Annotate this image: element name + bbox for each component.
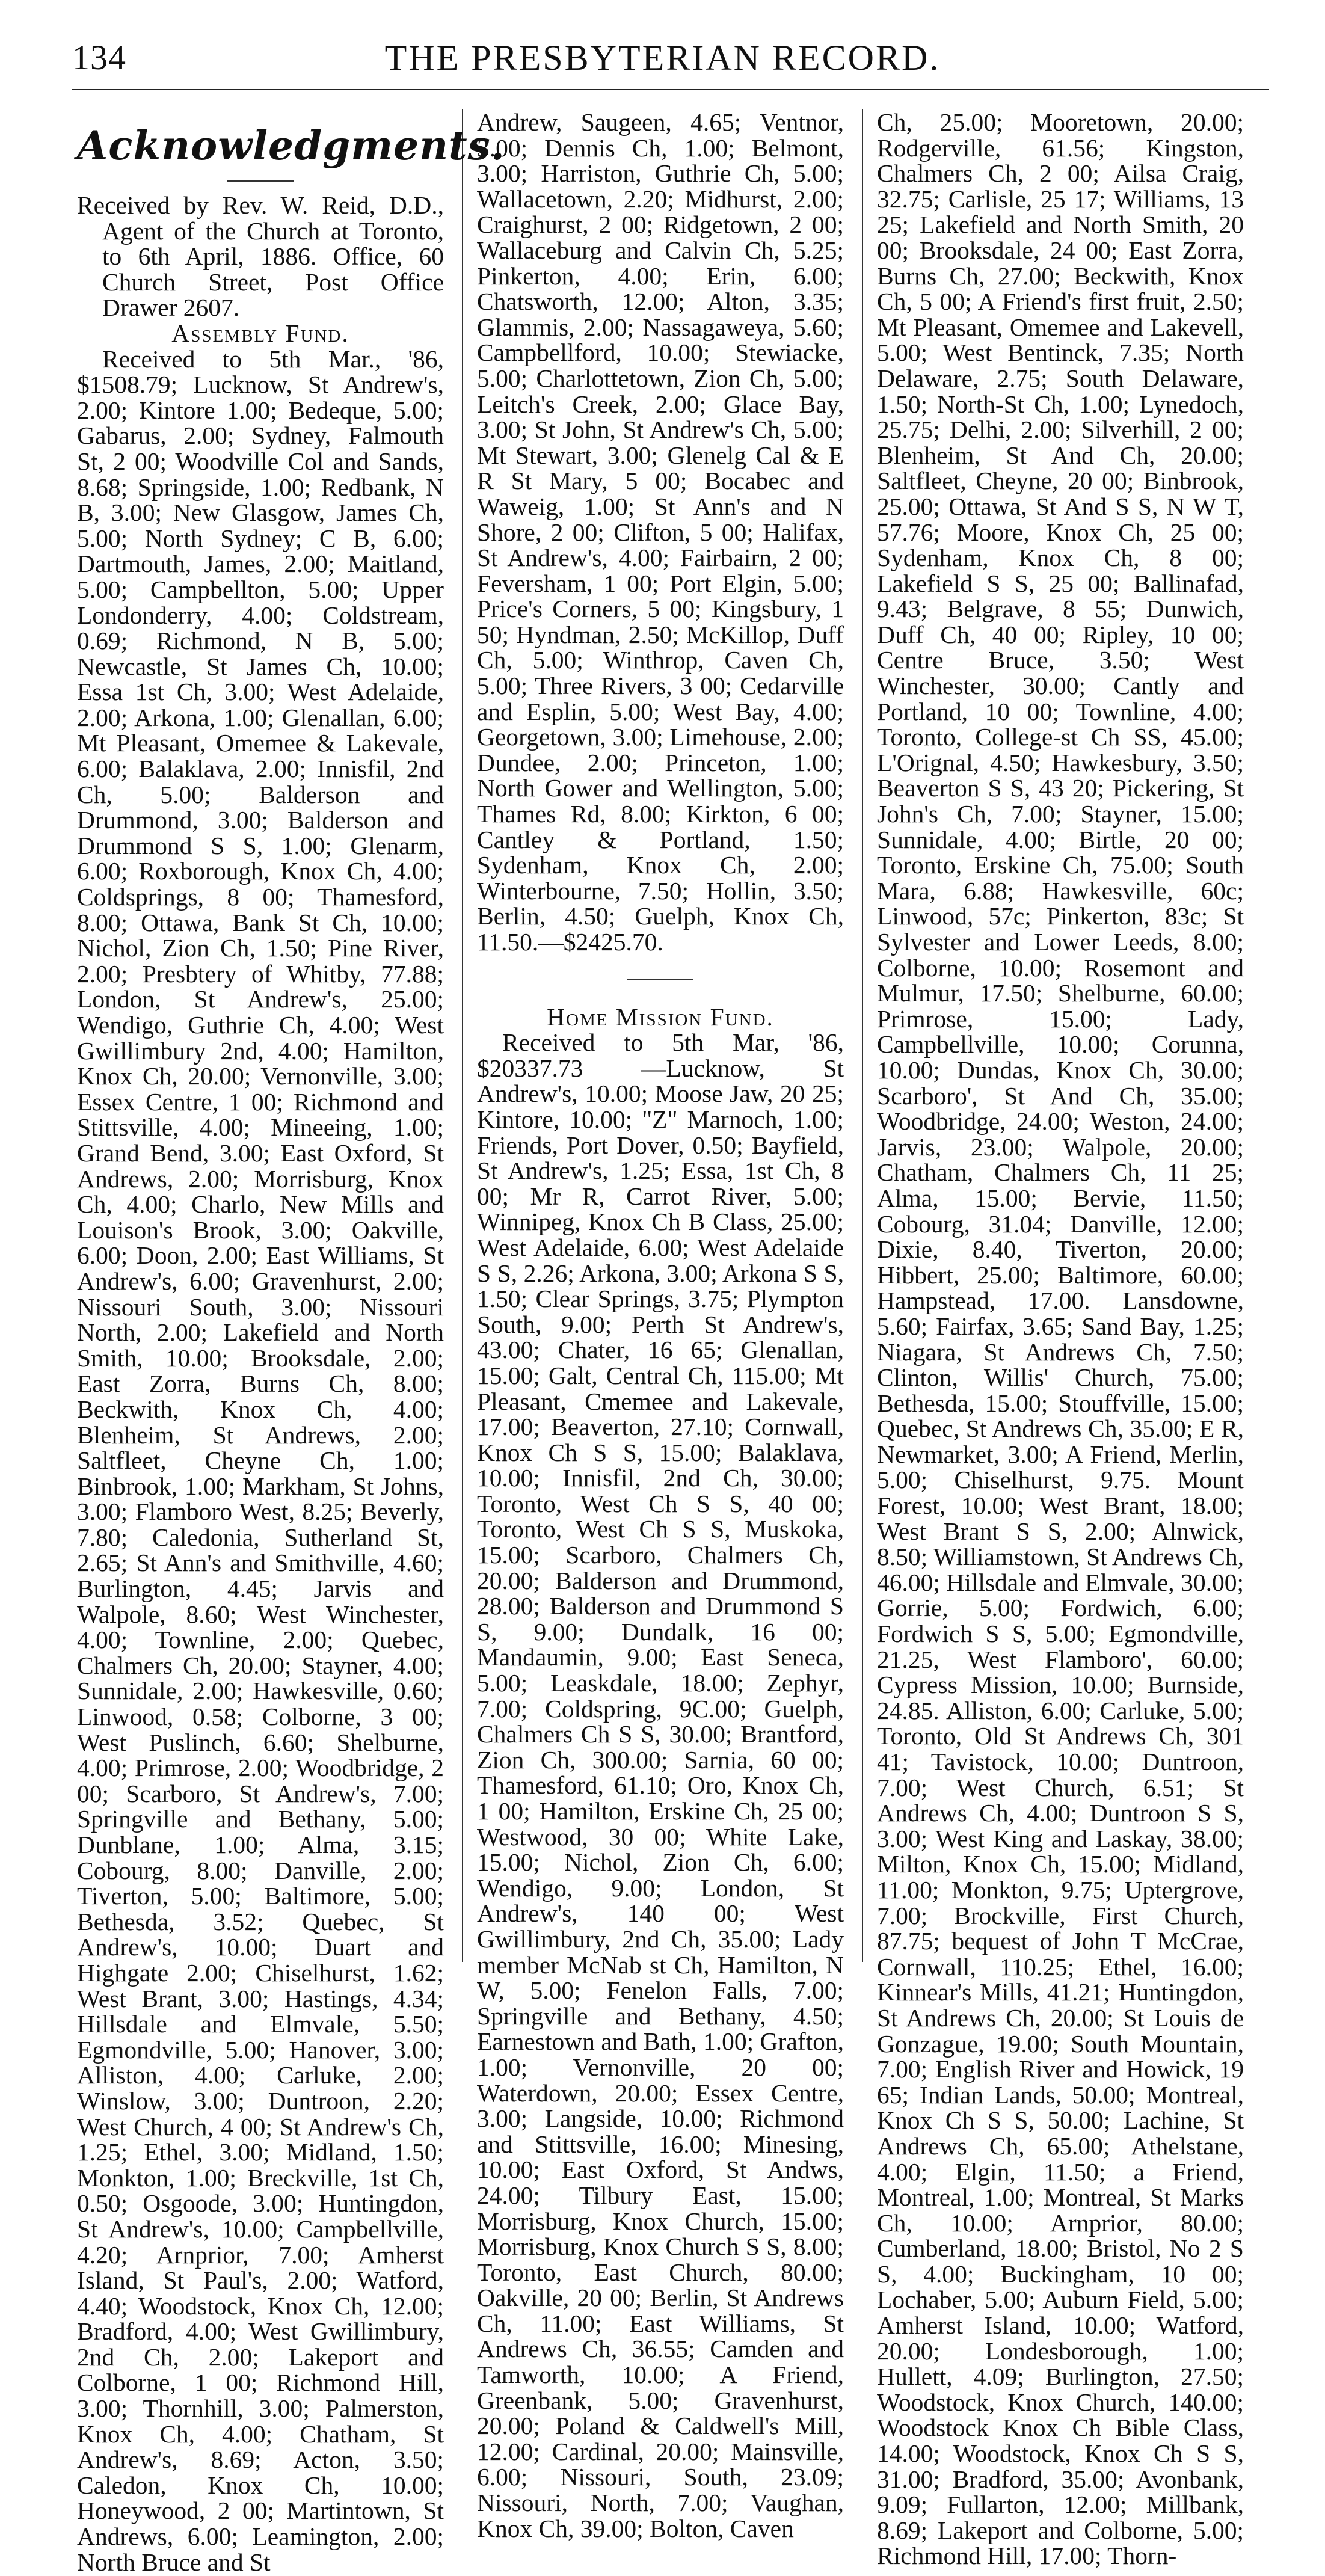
fund-heading-home-mission: Home Mission Fund. [547, 1003, 774, 1031]
journal-title: THE PRESBYTERIAN RECORD. [384, 38, 941, 78]
section-heading: Acknowledgments. [77, 122, 505, 169]
column-2 [477, 108, 844, 2542]
acknowledgment-list: Ch, 25.00; Mooretown, 20.00; Rodgerville, 61.56; Kingston, Chalmers Ch, 2 00; Ailsa Craig, 32.75; Carlisle, 25 17; Williams, 13 25; Lakefield and North Smith, 20 00; Brooksdale, 24 00; East Zorra, Burns Ch, 27.00; Beckwith, Knox Ch, 5 00; A Friend's first fruit, 2.50; Mt Pleasant, Omemee and Lakevell, 5.00; West Bentinck, 7.35; North Delaware, 2.75; South Delaware, 1.50; North-St Ch, 1.00; Lynedoch, 25.75; Delhi, 2.00; Silverhill, 2 00; Blenheim, St And Ch, 20.00; Saltfleet, Cheyne, 20 00; Binbrook, 25.00; Ottawa, St And S S, N W T, 57.76; Moore, Knox Ch, 25 00; Sydenham, Knox Ch, 8 00; Lakefield S S, 25 00; Ballinafad, 9.43; Belgrave, 8 55; Dunwich, Duff Ch, 40 00; Ripley, 10 00; Centre Bruce, 3.50; West Winchester, 30.00; Cantly and Portland, 10 00; Townline, 4.00; Toronto, College-st Ch SS, 45.00; L'Orignal, 4.50; Hawkesbury, 3.50; Beaverton S S, 43 20; Pickering, St John's Ch, 7.00; Stayner, 15.00; Sunnidale, 4.00; Birtle, 20 00; Toronto, Erskine Ch, 75.00; South Mara, 6.88; Hawkesville, 60c; Linwood, 57c; Pinkerton, 83c; St Sylvester and Lower Leeds, 8.00; Colborne, 10.00; Rosemont and Mulmur, 17.50; Shelburne, 60.00; Primrose, 15.00; Lady, Campbellville, 10.00; Corunna, 10.00; Dundas, Knox Ch, 30.00; Scarboro', St And Ch, 35.00; Woodbridge, 24.00; Weston, 24.00; Jarvis, 23.00; Walpole, 20.00; Chatham, Chalmers Ch, 11 25; Alma, 15.00; Bervie, 11.50; Cobourg, 31.04; Danville, 12.00; Dixie, 8.40, Tiverton, 20.00; Hibbert, 25.00; Baltimore, 60.00; Hampstead, 17.00. Lansdowne, 5.60; Fairfax, 3.65; Sand Bay, 1.25; Niagara, St Andrews Ch, 7.50; Clinton, Willis' Church, 75.00; Bethesda, 15.00; Stouffville, 15.00; Quebec, St Andrews Ch, 35.00; E R, Newmarket, 3.00; A Friend, Merlin, 5.00; Chiselhurst, 9.75. Mount Forest, 10.00; West Brant, 18.00; West Brant S S, 2.00; Alnwick, 8.50; Williamstown, St Andrews Ch, 46.00; Hillsdale and Elmvale, 30.00; Gorrie, 5.00; Fordwich, 6.00; Fordwich S S, 5.00; Egmondville, 21.25, West Flamboro', 60.00; Cypress Mission, 10.00; Burnside, 24.85. Alliston, 6.00; Carluke, 5.00; Toronto, Old St Andrews Ch, 301 41; Tavistock, 10.00; Duntroon, 7.00; West Church, 6.51; St Andrews Ch, 4.00; Duntroon S S, 3.00; West King and Laskay, 38.00; Milton, Knox Ch, 15.00; Midland, 11.00; Monkton, 9.75; Uptergrove, 7.00; Brockville, First Church, 87.75; bequest of John T McCrae, Cornwall, 110.25; Ethel, 16.00; Kinnear's Mills, 41.21; Huntingdon, St Andrews Ch, 20.00; St Louis de Gonzague, 19.00; South Mountain, 7.00; English River and Howick, 19 65; Indian Lands, 50.00; Montreal, Knox Ch S S, 50.00; Lachine, St Andrews Ch, 65.00; Athelstane, 4.00; Elgin, 11.50; a Friend, Montreal, 1.00; Montreal, St Marks Ch, 10.00; Arnprior, 80.00; Cumberland, 18.00; Bristol, No 2 S S, 4.00; Buckingham, 10 00; Lochaber, 5.00; Auburn Field, 5.00; Amherst Island, 10.00; Watford, 20.00; Londesborough, 1.00; Hullett, 4.09; Burlington, 27.50; Woodstock, Knox Church, 140.00; Woodstock Knox Ch Bible Class, 14.00; Woodstock, Knox Ch S S, 31.00; Bradford, 35.00; Avonbank, 9.09; Fullarton, 12.00; Millbank, 8.69; Lakeport and Colborne, 5.00; Richmond Hill, 17.00; Thorn- [877, 108, 1244, 2570]
column-divider [462, 109, 463, 1962]
column-3 [877, 108, 1244, 2570]
header-rule [72, 89, 1269, 90]
section-rule [627, 979, 693, 980]
heading-rule [227, 180, 294, 182]
page-number: 134 [72, 38, 126, 77]
agent-notice: Received by Rev. W. Reid, D.D., Agent of the Church at Toronto, to 6th April, 1886. Office, 60 Church Street, Post Office Drawer 2607. [77, 191, 444, 322]
acknowledgment-list: Received to 5th Mar, '86, $20337.73 —Lucknow, St Andrew's, 10.00; Moose Jaw, 20 25; Kintore, 10.00; "Z" Marnoch, 1.00; Friends, Port Dover, 0.50; Bayfield, St Andrew's, 1.25; Essa, 1st Ch, 8 00; Mr R, Carrot River, 5.00; Winnipeg, Knox Ch B Class, 25.00; West Adelaide, 6.00; West Adelaide S S, 2.26; Arkona, 3.00; Arkona S S, 1.50; Clear Springs, 3.75; Plympton South, 9.00; Perth St Andrew's, 43.00; Chater, 16 65; Glenallan, 15.00; Galt, Central Ch, 115.00; Mt Pleasant, Cmemee and Lakevale, 17.00; Beaverton, 27.10; Cornwall, Knox Ch S S, 15.00; Balaklava, 10.00; Innisfil, 2nd Ch, 30.00; Toronto, West Ch S S, 40 00; Toronto, West Ch S S, Muskoka, 15.00; Scarboro, Chalmers Ch, 20.00; Balderson and Drummond, 28.00; Balderson and Drummond S S, 9.00; Dundalk, 16 00; Mandaumin, 9.00; East Seneca, 5.00; Leaskdale, 18.00; Zephyr, 7.00; Coldspring, 9C.00; Guelph, Chalmers Ch S S, 30.00; Brantford, Zion Ch, 300.00; Sarnia, 60 00; Thamesford, 61.10; Oro, Knox Ch, 1 00; Hamilton, Erskine Ch, 25 00; Westwood, 30 00; White Lake, 15.00; Nichol, Zion Ch, 6.00; Wendigo, 9.00; London, St Andrew's, 140 00; West Gwillimbury, 2nd Ch, 35.00; Lady member McNab st Ch, Hamilton, N W, 5.00; Fenelon Falls, 7.00; Springville and Bethany, 4.50; Earnestown and Bath, 1.00; Grafton, 1.00; Vernonville, 20 00; Waterdown, 20.00; Essex Centre, 3.00; Langside, 10.00; Richmond and Stittsville, 16.00; Minesing, 10.00; East Oxford, St Andws, 24.00; Tilbury East, 15.00; Morrisburg, Knox Church, 15.00; Morrisburg, Knox Church S S, 8.00; Toronto, East Church, 80.00; Oakville, 20 00; Berlin, St Andrews Ch, 11.00; East Williams, St Andrews Ch, 36.55; Camden and Tamworth, 10.00; A Friend, Greenbank, 5.00; Gravenhurst, 20.00; Poland & Caldwell's Mill, 12.00; Cardinal, 20.00; Mainsville, 6.00; Nissouri, South, 23.09; Nissouri, North, 7.00; Vaughan, Knox Ch, 39.00; Bolton, Caven [477, 1028, 844, 2542]
page-header [0, 0, 1325, 90]
column-divider [862, 109, 863, 1962]
acknowledgment-list: Andrew, Saugeen, 4.65; Ventnor, 3.00; Dennis Ch, 1.00; Belmont, 3.00; Harriston, Guthrie Ch, 5.00; Wallacetown, 2.20; Midhurst, 2.00; Craighurst, 2 00; Ridgetown, 2 00; Wallaceburg and Calvin Ch, 5.25; Pinkerton, 4.00; Erin, 6.00; Chatsworth, 12.00; Alton, 3.35; Glammis, 2.00; Nassagaweya, 5.60; Campbellford, 10.00; Stewiacke, 5.00; Charlottetown, Zion Ch, 5.00; Leitch's Creek, 2.00; Glace Bay, 3.00; St John, St Andrew's Ch, 5.00; Mt Stewart, 3.00; Glenelg Cal & E R St Mary, 5 00; Bocabec and Waweig, 1.00; St Ann's and N Shore, 2 00; Clifton, 5 00; Halifax, St Andrew's, 4.00; Fairbairn, 2 00; Feversham, 1 00; Port Elgin, 5.00; Price's Corners, 5 00; Kingsbury, 1 50; Hyndman, 2.50; McKillop, Duff Ch, 5.00; Winthrop, Caven Ch, 5.00; Three Rivers, 3 00; Cedarville and Esplin, 5.00; West Bay, 4.00; Georgetown, 3.00; Limehouse, 2.00; Dundee, 2.00; Princeton, 1.00; North Gower and Wellington, 5.00; Thames Rd, 8.00; Kirkton, 6 00; Cantley & Portland, 1.50; Sydenham, Knox Ch, 2.00; Winterbourne, 7.50; Hollin, 3.50; Berlin, 4.50; Guelph, Knox Ch, 11.50.—$2425.70. [477, 108, 844, 956]
acknowledgment-list: Received to 5th Mar., '86, $1508.79; Lucknow, St Andrew's, 2.00; Kintore 1.00; Bedeque, 5.00; Gabarus, 2.00; Sydney, Falmouth St, 2 00; Woodville Col and Sands, 8.68; Springside, 1.00; Redbank, N B, 3.00; New Glasgow, James Ch, 5.00; North Sydney; C B, 6.00; Dartmouth, James, 2.00; Maitland, 5.00; Campbellton, 5.00; Upper Londonderry, 4.00; Coldstream, 0.69; Richmond, N B, 5.00; Newcastle, St James Ch, 10.00; Essa 1st Ch, 3.00; West Adelaide, 2.00; Arkona, 1.00; Glenallan, 6.00; Mt Pleasant, Omemee & Lakevale, 6.00; Balaklava, 2.00; Innisfil, 2nd Ch, 5.00; Balderson and Drummond, 3.00; Balderson and Drummond S S, 1.00; Glenarm, 6.00; Roxborough, Knox Ch, 4.00; Coldsprings, 8 00; Thamesford, 8.00; Ottawa, Bank St Ch, 10.00; Nichol, Zion Ch, 1.50; Pine River, 2.00; Presbtery of Whitby, 77.88; London, St Andrew's, 25.00; Wendigo, Guthrie Ch, 4.00; West Gwillimbury 2nd, 4.00; Hamilton, Knox Ch, 20.00; Vernonville, 3.00; Essex Centre, 1 00; Richmond and Stittsville, 4.00; Mineeing, 1.00; Grand Bend, 3.00; East Oxford, St Andrews, 2.00; Morrisburg, Knox Ch, 4.00; Charlo, New Mills and Louison's Brook, 3.00; Oakville, 6.00; Doon, 2.00; East Williams, St Andrew's, 6.00; Gravenhurst, 2.00; Nissouri South, 3.00; Nissouri North, 2.00; Lakefield and North Smith, 10.00; Brooksdale, 2.00; East Zorra, Burns Ch, 8.00; Beckwith, Knox Ch, 4.00; Blenheim, St Andrews, 2.00; Saltfleet, Cheyne Ch, 1.00; Binbrook, 1.00; Markham, St Johns, 3.00; Flamboro West, 8.25; Beverly, 7.80; Caledonia, Sutherland St, 2.65; St Ann's and Smithville, 4.60; Burlington, 4.45; Jarvis and Walpole, 8.60; West Winchester, 4.00; Townline, 2.00; Quebec, Chalmers Ch, 20.00; Stayner, 4.00; Sunnidale, 2.00; Hawkesville, 0.60; Linwood, 0.58; Colborne, 3 00; West Puslinch, 6.60; Shelburne, 4.00; Primrose, 2.00; Woodbridge, 2 00; Scarboro, St Andrew's, 7.00; Springville and Bethany, 5.00; Dunblane, 1.00; Alma, 3.15; Cobourg, 8.00; Danville, 2.00; Tiverton, 5.00; Baltimore, 5.00; Bethesda, 3.52; Quebec, St Andrew's, 10.00; Duart and Highgate 2.00; Chiselhurst, 1.62; West Brant, 3.00; Hastings, 4.34; Hillsdale and Elmvale, 5.50; Egmondville, 5.00; Hanover, 3.00; Alliston, 4.00; Carluke, 2.00; Winslow, 3.00; Duntroon, 2.20; West Church, 4 00; St Andrew's Ch, 1.25; Ethel, 3.00; Midland, 1.50; Monkton, 1.00; Breckville, 1st Ch, 0.50; Osgoode, 3.00; Huntingdon, St Andrew's, 10.00; Campbellville, 4.20; Arnprior, 7.00; Amherst Island, St Paul's, 2.00; Watford, 4.40; Woodstock, Knox Ch, 12.00; Bradford, 4.00; West Gwillimbury, 2nd Ch, 2.00; Lakeport and Colborne, 1 00; Richmond Hill, 3.00; Thornhill, 3.00; Palmerston, Knox Ch, 4.00; Chatham, St Andrew's, 8.69; Acton, 3.50; Caledon, Knox Ch, 10.00; Honeywood, 2 00; Martintown, St Andrews, 6.00; Leamington, 2.00; North Bruce and St [77, 345, 444, 2576]
fund-heading-assembly: Assembly Fund. [171, 319, 349, 347]
column-1 [77, 109, 505, 2576]
